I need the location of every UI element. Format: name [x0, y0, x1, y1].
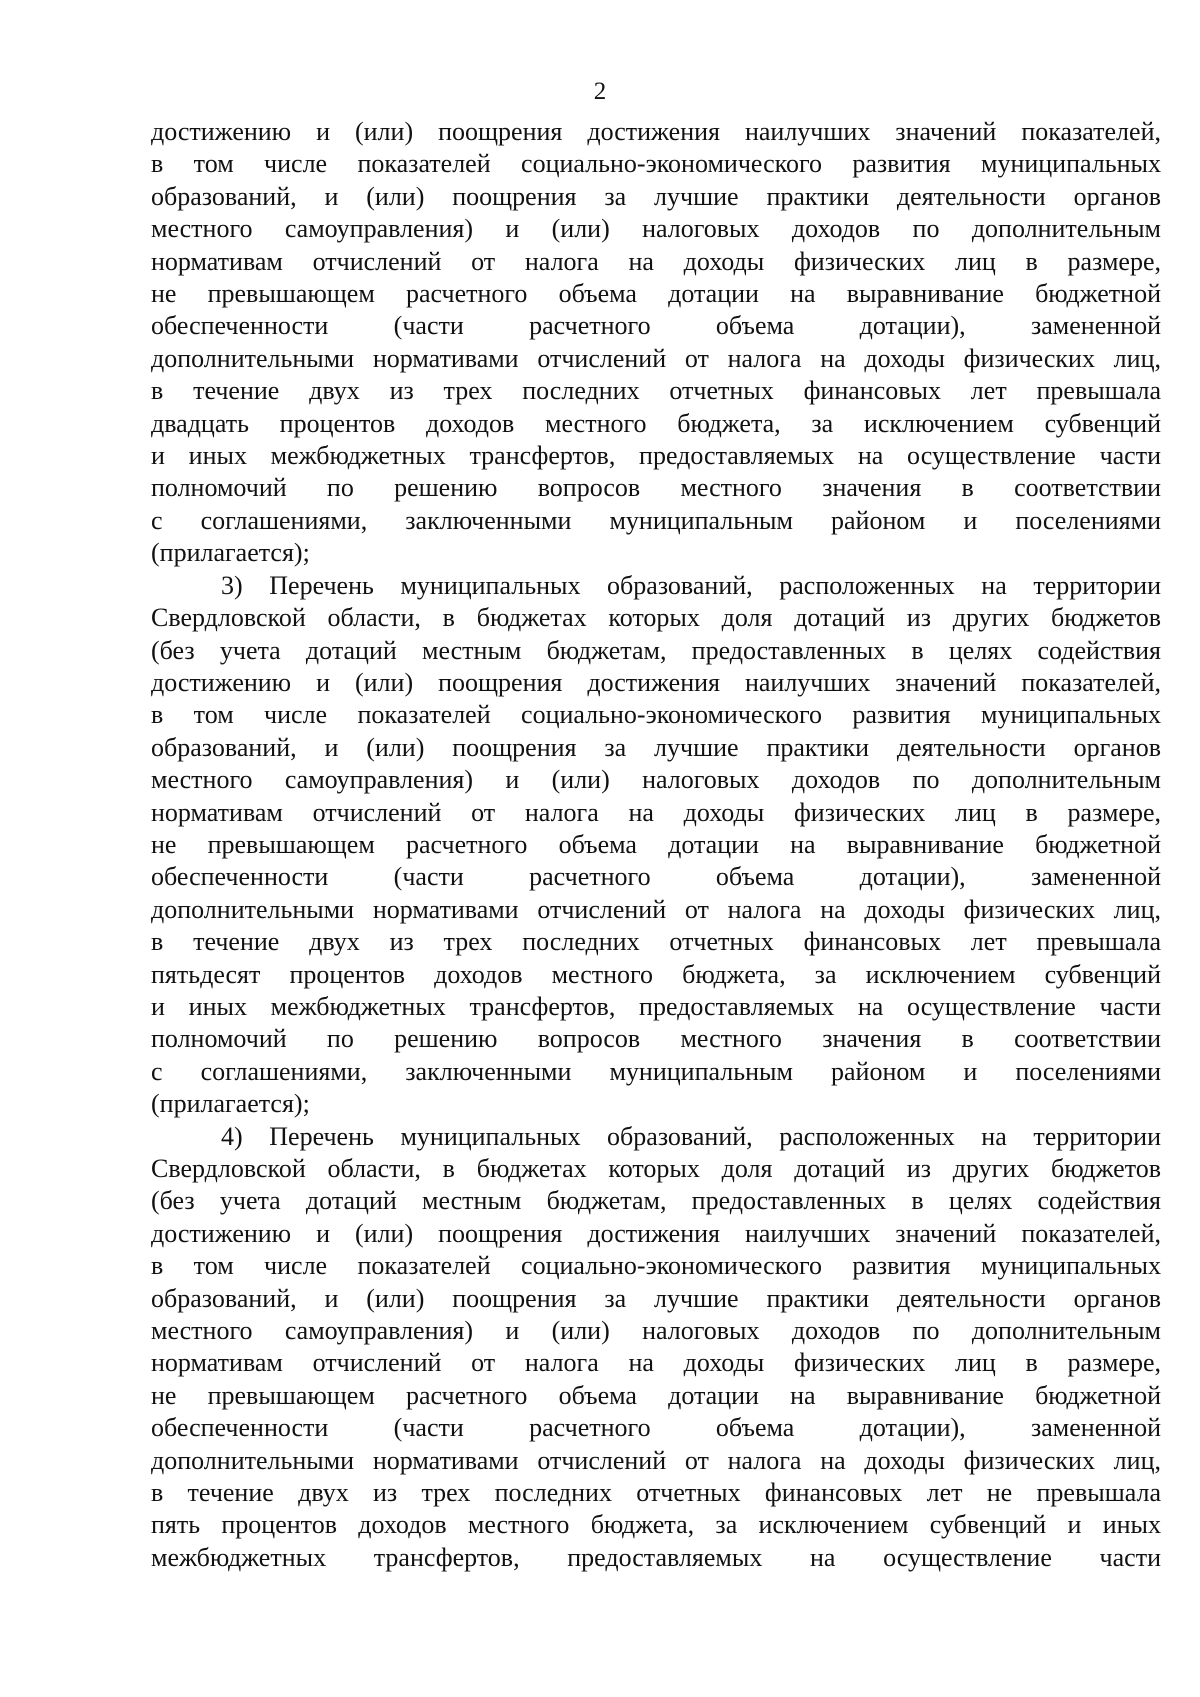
- text-line: местного самоуправления) и (или) налоговых доходов по дополнительным: [151, 1316, 1161, 1346]
- text-line: в течение двух из трех последних отчетных финансовых лет превышала: [151, 927, 1161, 957]
- text-line: пятьдесят процентов доходов местного бюджета, за исключением субвенций: [151, 959, 1161, 989]
- text-line: обеспеченности (части расчетного объема дотации), замененной: [151, 1413, 1161, 1443]
- text-line: Свердловской области, в бюджетах которых доля дотаций из других бюджетов: [151, 603, 1161, 633]
- text-line: 3) Перечень муниципальных образований, расположенных на территории: [221, 570, 1161, 600]
- text-line: в течение двух из трех последних отчетных финансовых лет не превышала: [151, 1478, 1161, 1508]
- text-line: местного самоуправления) и (или) налоговых доходов по дополнительным: [151, 765, 1161, 795]
- text-line: (прилагается);: [151, 538, 310, 568]
- text-line: в течение двух из трех последних отчетных финансовых лет превышала: [151, 376, 1161, 406]
- paragraph: [151, 116, 1161, 570]
- text-line: дополнительными нормативами отчислений от налога на доходы физических лиц,: [151, 1445, 1161, 1475]
- text-line: 4) Перечень муниципальных образований, расположенных на территории: [221, 1121, 1161, 1151]
- text-line: и иных межбюджетных трансфертов, предоставляемых на осуществление части: [151, 991, 1161, 1021]
- text-line: (прилагается);: [151, 1089, 310, 1119]
- text-line: и иных межбюджетных трансфертов, предоставляемых на осуществление части: [151, 441, 1161, 471]
- paragraph: [151, 570, 1161, 1121]
- text-line: с соглашениями, заключенными муниципальным районом и поселениями: [151, 505, 1161, 535]
- text-line: образований, и (или) поощрения за лучшие практики деятельности органов: [151, 1283, 1161, 1313]
- text-line: двадцать процентов доходов местного бюджета, за исключением субвенций: [151, 408, 1161, 438]
- text-line: нормативам отчислений от налога на доходы физических лиц в размере,: [151, 246, 1161, 276]
- text-line: дополнительными нормативами отчислений от налога на доходы физических лиц,: [151, 894, 1161, 924]
- text-line: достижению и (или) поощрения достижения наилучших значений показателей,: [151, 667, 1161, 697]
- text-line: в том числе показателей социально-экономического развития муниципальных: [151, 700, 1161, 730]
- text-line: нормативам отчислений от налога на доходы физических лиц в размере,: [151, 1348, 1161, 1378]
- text-line: дополнительными нормативами отчислений от налога на доходы физических лиц,: [151, 343, 1161, 373]
- text-line: образований, и (или) поощрения за лучшие практики деятельности органов: [151, 732, 1161, 762]
- text-line: нормативам отчислений от налога на доходы физических лиц в размере,: [151, 797, 1161, 827]
- text-line: межбюджетных трансфертов, предоставляемых на осуществление части: [151, 1542, 1161, 1572]
- text-line: полномочий по решению вопросов местного значения в соответствии: [151, 473, 1161, 503]
- text-line: полномочий по решению вопросов местного значения в соответствии: [151, 1024, 1161, 1054]
- page-number: 2: [593, 78, 607, 105]
- text-line: обеспеченности (части расчетного объема дотации), замененной: [151, 862, 1161, 892]
- text-line: не превышающем расчетного объема дотации на выравнивание бюджетной: [151, 279, 1161, 309]
- text-line: с соглашениями, заключенными муниципальным районом и поселениями: [151, 1056, 1161, 1086]
- text-line: Свердловской области, в бюджетах которых доля дотаций из других бюджетов: [151, 1154, 1161, 1183]
- text-line: образований, и (или) поощрения за лучшие практики деятельности органов: [151, 181, 1161, 211]
- text-line: обеспеченности (части расчетного объема дотации), замененной: [151, 311, 1161, 341]
- text-line: в том числе показателей социально-экономического развития муниципальных: [151, 149, 1161, 179]
- paragraph: [151, 1121, 1161, 1575]
- document-body: [151, 116, 1161, 1574]
- text-line: (без учета дотаций местным бюджетам, предоставленных в целях содействия: [151, 1186, 1161, 1216]
- text-line: не превышающем расчетного объема дотации на выравнивание бюджетной: [151, 1380, 1161, 1410]
- text-line: в том числе показателей социально-экономического развития муниципальных: [151, 1251, 1161, 1281]
- text-line: (без учета дотаций местным бюджетам, предоставленных в целях содействия: [151, 635, 1161, 665]
- text-line: не превышающем расчетного объема дотации на выравнивание бюджетной: [151, 829, 1161, 859]
- text-line: местного самоуправления) и (или) налоговых доходов по дополнительным: [151, 214, 1161, 244]
- text-line: достижению и (или) поощрения достижения наилучших значений показателей,: [151, 1218, 1161, 1248]
- text-line: пять процентов доходов местного бюджета, за исключением субвенций и иных: [151, 1510, 1161, 1540]
- text-line: достижению и (или) поощрения достижения наилучших значений показателей,: [151, 117, 1161, 146]
